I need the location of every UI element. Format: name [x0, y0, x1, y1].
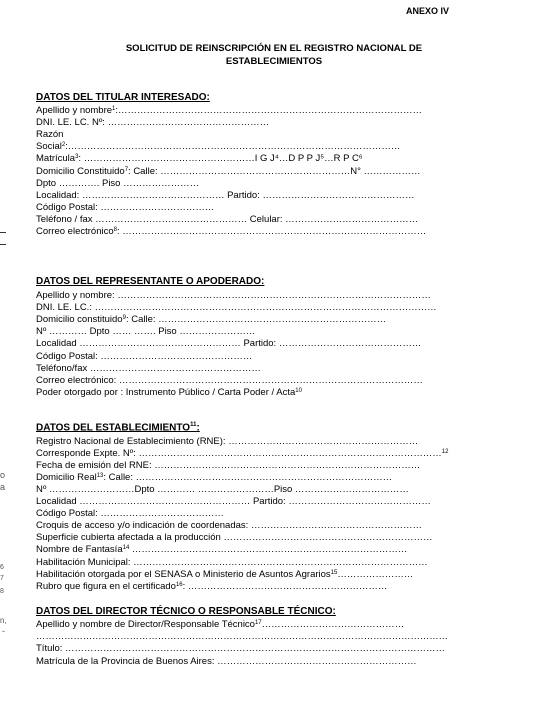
field-label: Domicilio Constituido [36, 165, 125, 177]
form-field-line [36, 302, 437, 314]
footnote-ref: 10 [295, 387, 302, 394]
form-field-line [36, 338, 421, 350]
field-fill: …………………………………………………………………………… [129, 544, 408, 556]
edge-fragment: 7 [0, 575, 4, 582]
section-heading-representante: DATOS DEL REPRESENTANTE O APODERADO: [36, 276, 265, 287]
footnote-ref: 16 [175, 581, 183, 588]
section-heading-establecimiento [36, 422, 200, 433]
footnote-ref: 2 [61, 142, 66, 149]
form-field-line [36, 178, 199, 190]
field-fill: ……………………………………… [261, 619, 405, 630]
field-fill: :…………………………………………………………………………………………… [65, 141, 401, 153]
field-label: Superficie cubierta afectada a la producción ………………………………………………………… [36, 532, 433, 544]
form-field-line [36, 569, 413, 581]
field-label: Razón [36, 129, 64, 141]
form-field-line [36, 544, 407, 556]
footnote-ref: 12 [441, 449, 449, 456]
form-field-line [36, 351, 252, 363]
footnote-ref: 1 [112, 106, 116, 112]
edge-fragment: 6 [0, 564, 4, 571]
field-label: Correo electrónico [36, 226, 114, 237]
field-label: Teléfono/fax ……………………………………………… [36, 362, 261, 374]
field-label: Apellido y nombre: ……………………………………………………………………………………… [36, 290, 431, 301]
edge-fragment: o [0, 470, 6, 480]
footnote-ref: 3 [75, 154, 79, 161]
field-label: …………………………………………………………………………………………………………………… [36, 631, 448, 643]
form-field-line [36, 153, 363, 165]
field-label: Localidad ……………………………………………… Partido: ……………………………………… [36, 496, 431, 508]
field-label: Correo electrónico: …………………………………………………………………………………… [36, 374, 423, 386]
field-label: Habilitación otorgada por el SENASA o Ministerio de Asuntos Agrarios [36, 568, 331, 580]
footnote-ref: 17 [254, 620, 262, 626]
form-field-line [36, 631, 448, 643]
form-field-line [36, 202, 214, 214]
form-field-line [36, 363, 261, 375]
footnote-ref: 13 [96, 473, 104, 480]
field-label: Apellido y nombre de Director/Responsable Técnico [36, 619, 255, 630]
form-field-line [36, 472, 392, 484]
form-field-line [36, 387, 302, 399]
field-label: Código Postal: ………………………………… [36, 508, 224, 520]
field-label: Corresponde Expte. Nº: …………………………………………………………………………………… [36, 448, 442, 460]
footnote-ref: 14 [122, 545, 130, 552]
section-heading-director: DATOS DEL DIRECTOR TÉCNICO O RESPONSABLE TÉCNICO: [36, 606, 336, 617]
field-fill: : Calle: ……………………………………………………N° ……………… [128, 165, 421, 177]
form-field-line [36, 619, 404, 631]
field-label: Matrícula [36, 153, 76, 165]
field-label: Rubro que figura en el certificado [36, 580, 176, 592]
edge-mark [0, 244, 6, 245]
field-fill: …………………… [337, 568, 414, 580]
form-field-line [36, 436, 418, 448]
form-field-line [36, 141, 400, 153]
form-field-line [36, 532, 432, 544]
field-label: Croquis de acceso y/o indicación de coordenadas: ……………………………………………… [36, 520, 422, 532]
field-label: Habilitación Municipal: ………………………………………………………………………………… [36, 556, 428, 568]
edge-mark [0, 232, 6, 233]
field-label: Matrícula de la Provincia de Buenos Aires: ……………………………………………………… [36, 655, 417, 667]
form-field-line [36, 129, 63, 141]
field-fill: : ……………………………………………………… [182, 580, 388, 592]
field-label: Localidad …………………………………………… Partido: ……………………………………… [36, 338, 422, 350]
field-fill: : Calle: ……………………………………………………………… [125, 314, 387, 326]
field-label: Nombre de Fantasía [36, 544, 123, 556]
section-heading-titular: DATOS DEL TITULAR INTERESADO: [36, 92, 210, 103]
form-field-line [36, 166, 421, 178]
edge-fragment: 8 [0, 588, 4, 595]
edge-fragment: a [0, 482, 6, 492]
footnote-ref: 7 [124, 166, 129, 173]
form-field-line [36, 117, 269, 129]
document-title-line2: ESTABLECIMIENTOS [225, 56, 323, 67]
form-field-line [36, 326, 255, 338]
field-label: Social [36, 141, 62, 153]
field-label: Código Postal: ………………………………………… [36, 350, 253, 362]
heading-text: DATOS DEL ESTABLECIMIENTO [36, 422, 191, 434]
form-field-line [36, 375, 423, 387]
form-field-line [36, 557, 428, 569]
form-field-line [36, 290, 431, 302]
field-fill: : ………………………………………………I G J⁴…D P P J⁵…R P C⁶ [78, 153, 363, 165]
footnote-ref: 8 [113, 227, 117, 233]
form-field-line [36, 484, 409, 496]
edge-fragment: - [2, 626, 5, 636]
form-field-line [36, 520, 422, 532]
edge-fragment: n, [0, 616, 7, 625]
field-label: Dpto …………. Piso …………………… [36, 177, 200, 189]
form-field-line [36, 496, 431, 508]
form-field-line [36, 105, 422, 117]
field-label: Teléfono / fax ………………………………………… Celular: …………………………………… [36, 213, 419, 225]
field-label: DNI. LE. LC. Nº: …………………………………………… [36, 117, 270, 129]
footnote-ref: 15 [330, 569, 338, 576]
field-label: Título: ………………………………………………………………………………………………………… [36, 643, 446, 655]
form-field-line [36, 581, 387, 593]
field-fill: :…………………………………………………………………………………… [115, 105, 423, 116]
form-field-line [36, 643, 445, 655]
form-field-line [36, 314, 386, 326]
field-fill: : …………………………………………………………………………………… [116, 226, 427, 237]
form-field-line [36, 460, 420, 472]
form-field-line [36, 448, 448, 460]
document-title: SOLICITUD DE REINSCRIPCIÓN EN EL REGISTRO NACIONAL DE [125, 43, 423, 54]
field-label: Registro Nacional de Establecimiento (RNE): …………………………………………………… [36, 436, 419, 447]
field-label: Domicilio constituido [36, 314, 123, 326]
field-label: Domicilio Real [36, 472, 97, 484]
form-field-line [36, 214, 418, 226]
field-label: Nº ………………………Dpto ………… ……………………Piso ……………………………… [36, 484, 409, 496]
heading-footnote: 11 [190, 422, 197, 428]
form-field-line [36, 508, 224, 520]
form-field-line [36, 190, 414, 202]
field-label: Código Postal: ……………………………… [36, 201, 215, 213]
field-label: Localidad: ……………………………………… Partido: ………………………………………… [36, 189, 415, 201]
field-label: DNI. LE. LC.: ……………………………………………………………………………………………… [36, 302, 437, 314]
field-label: Poder otorgado por : Instrumento Público / Carta Poder / Acta [36, 386, 296, 398]
field-fill: : Calle: ……………………………………………………………………… [103, 472, 393, 484]
field-label: Nº ………… Dpto …… ……. Piso …………………… [36, 326, 256, 338]
form-field-line [36, 226, 426, 238]
annex-label: ANEXO IV [406, 6, 450, 16]
footnote-ref: 9 [122, 315, 126, 322]
field-label: Fecha de emisión del RNE: ………………………………………………………………………… [36, 460, 421, 472]
heading-colon: : [196, 422, 200, 434]
form-field-line [36, 656, 417, 668]
field-label: Apellido y nombre [36, 105, 113, 116]
